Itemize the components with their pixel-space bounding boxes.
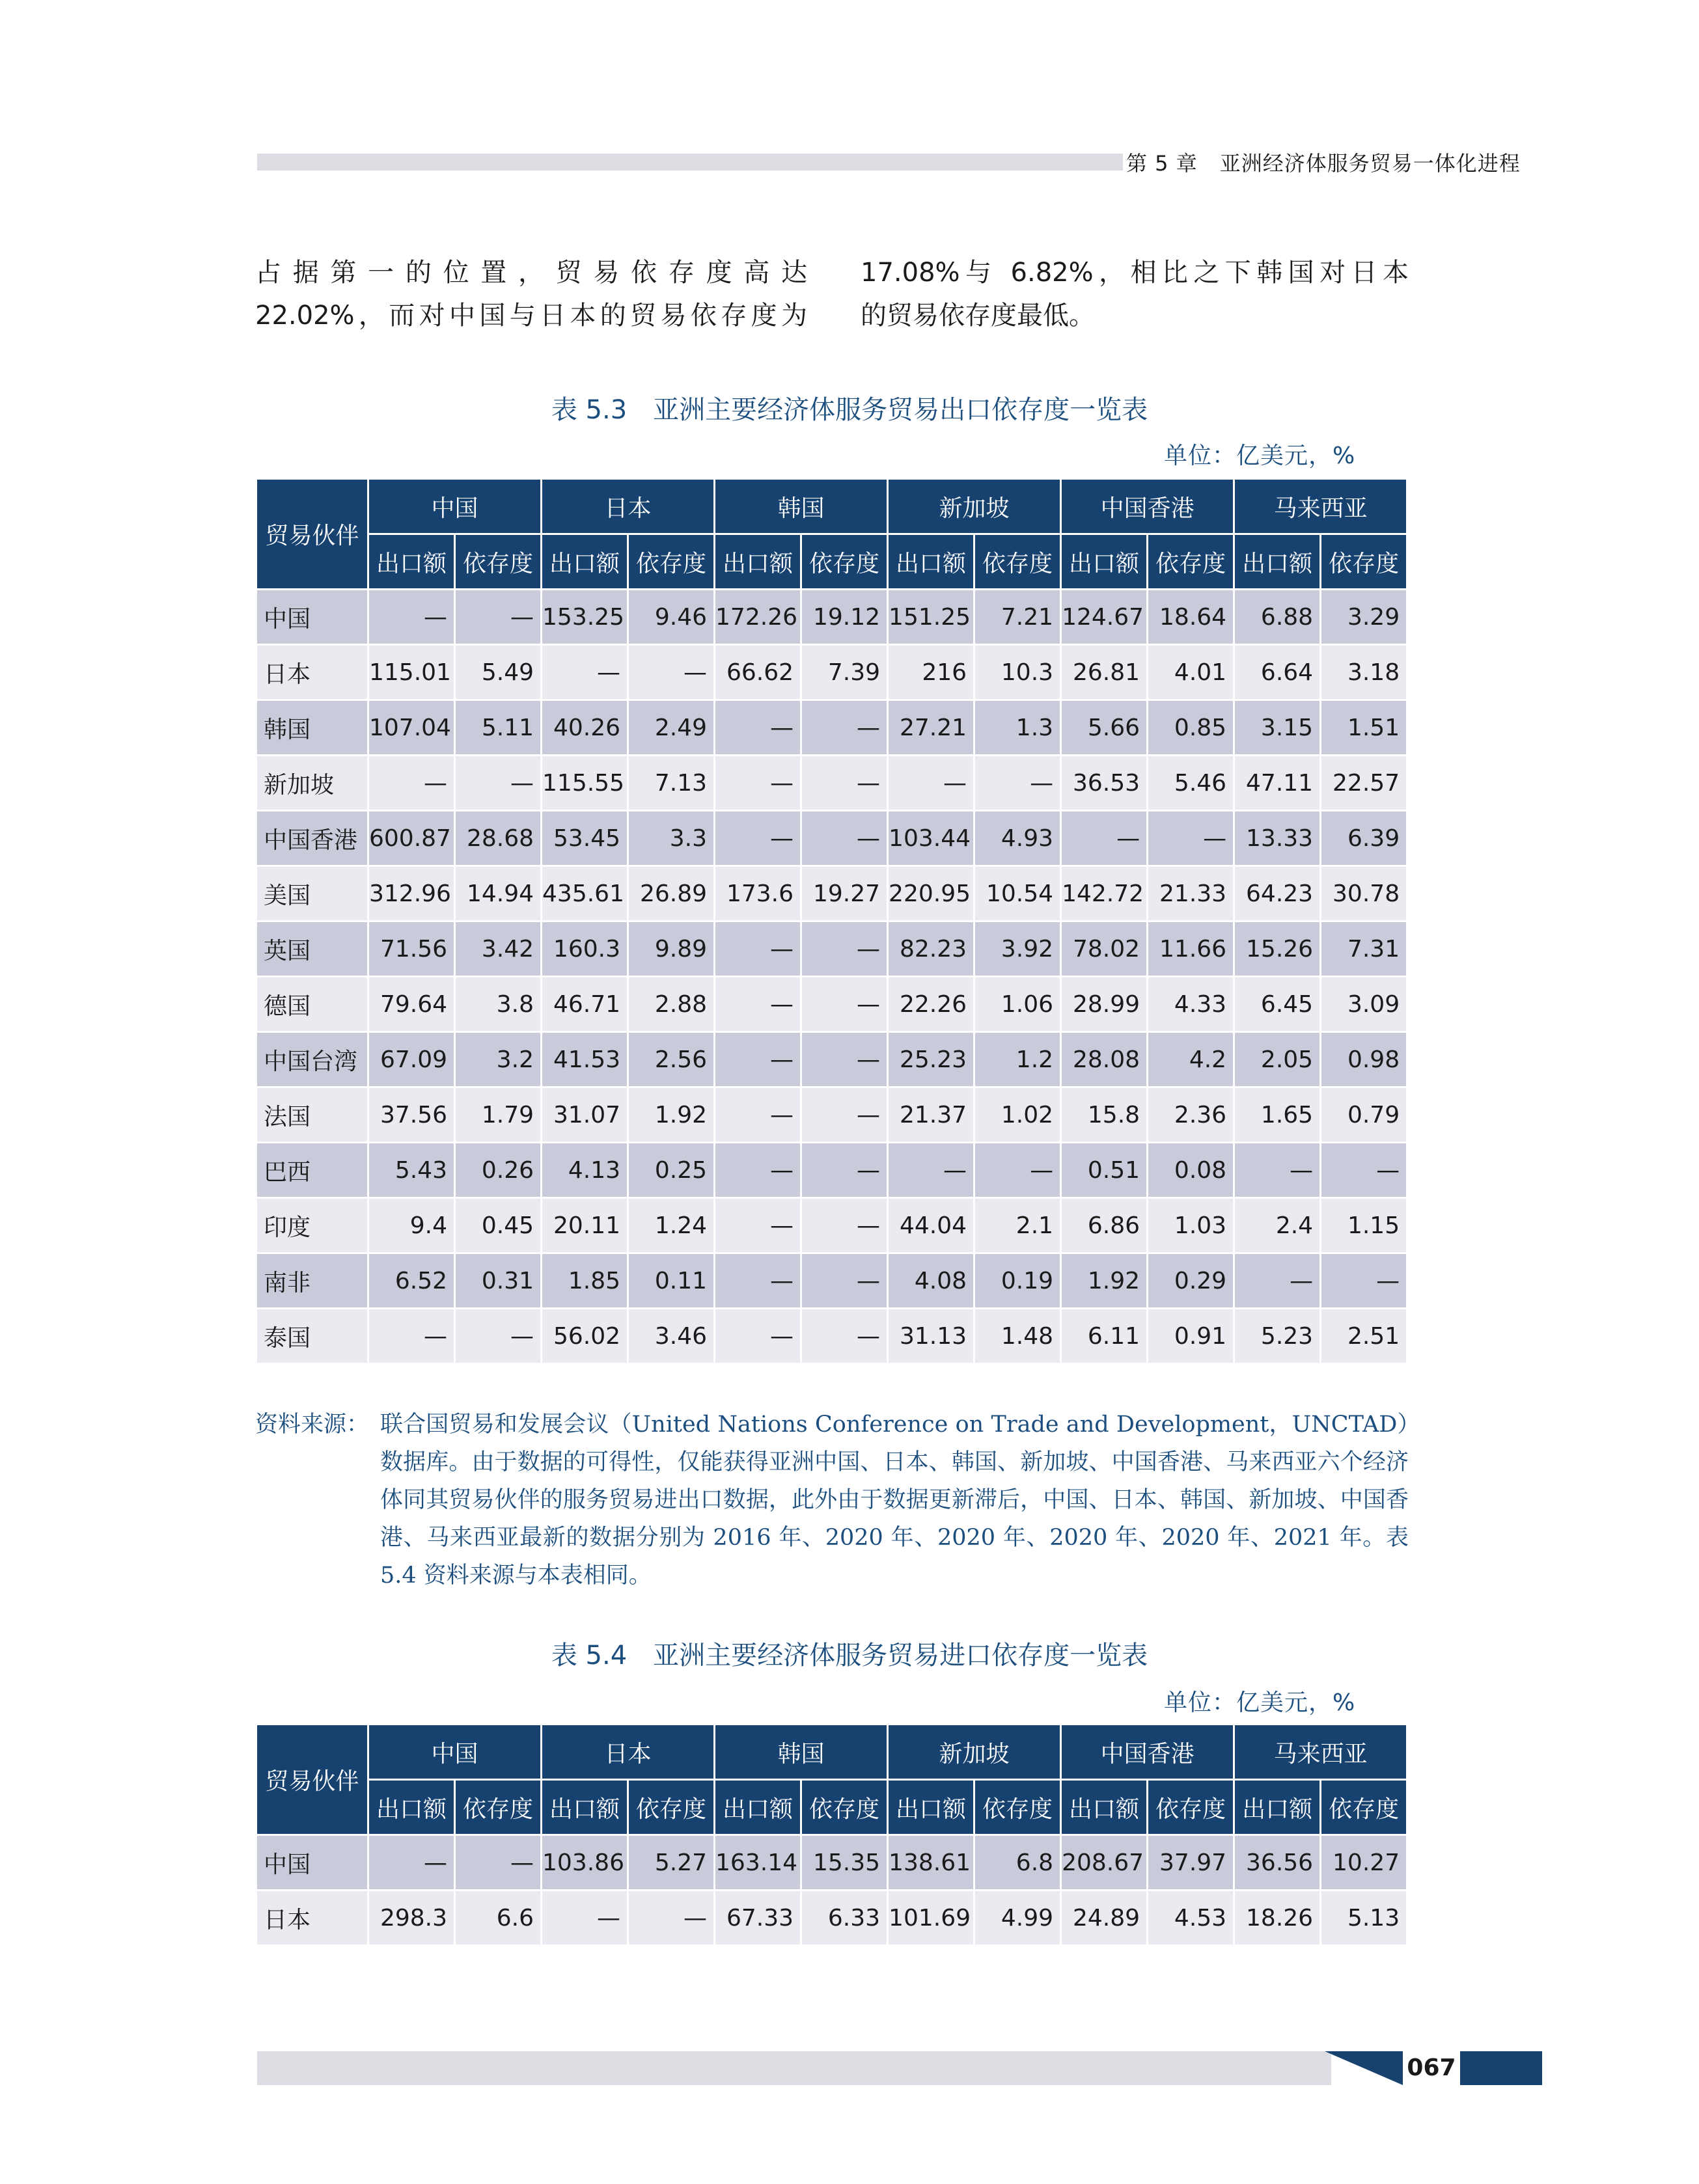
sub-header: 出口额 (888, 1780, 974, 1835)
table-cell: — (801, 1198, 888, 1253)
table-cell: 2.36 (1148, 1087, 1234, 1143)
table-cell: 3.2 (455, 1032, 542, 1087)
table-cell: 1.24 (628, 1198, 715, 1253)
table-cell: 3.8 (455, 977, 542, 1032)
table-cell: 1.03 (1148, 1198, 1234, 1253)
table-cell: 15.26 (1234, 921, 1321, 977)
table-cell: 0.08 (1148, 1143, 1234, 1198)
table-cell: 172.26 (715, 590, 801, 645)
row-partner: 德国 (256, 977, 368, 1032)
table-cell: 103.86 (542, 1835, 628, 1891)
table-cell: — (715, 1143, 801, 1198)
table-cell: 216 (888, 645, 974, 700)
table-cell: — (888, 1143, 974, 1198)
table-cell: 22.26 (888, 977, 974, 1032)
group-header: 日本 (542, 1725, 715, 1780)
table-cell: 26.81 (1061, 645, 1148, 700)
table-cell: 0.45 (455, 1198, 542, 1253)
table-cell: 44.04 (888, 1198, 974, 1253)
table-cell: 31.13 (888, 1309, 974, 1364)
table-cell: 1.92 (628, 1087, 715, 1143)
table1-title: 亚洲主要经济体服务贸易出口依存度一览表 (653, 395, 1148, 425)
sub-header: 出口额 (715, 534, 801, 590)
table-cell: 6.64 (1234, 645, 1321, 700)
table-cell: 4.53 (1148, 1891, 1234, 1946)
table-cell: 5.43 (368, 1143, 455, 1198)
table1-unit: 单位：亿美元，% (1164, 443, 1356, 469)
sub-header: 依存度 (1321, 534, 1407, 590)
table-cell: — (368, 1309, 455, 1364)
table-cell: 82.23 (888, 921, 974, 977)
table-cell: 115.01 (368, 645, 455, 700)
table-cell: 4.01 (1148, 645, 1234, 700)
table-cell: 124.67 (1061, 590, 1148, 645)
table-cell: 31.07 (542, 1087, 628, 1143)
table-row (256, 1835, 1407, 1891)
sub-header: 依存度 (628, 1780, 715, 1835)
sub-header: 出口额 (1234, 1780, 1321, 1835)
table-row (256, 1253, 1407, 1309)
row-partner: 南非 (256, 1253, 368, 1309)
table-cell: 27.21 (888, 700, 974, 756)
table-cell: — (715, 700, 801, 756)
table-cell: 3.18 (1321, 645, 1407, 700)
table-cell: 2.4 (1234, 1198, 1321, 1253)
table-cell: — (368, 590, 455, 645)
table-row (256, 645, 1407, 700)
table-cell: 40.26 (542, 700, 628, 756)
group-header: 韩国 (715, 1725, 888, 1780)
table-cell: 5.66 (1061, 700, 1148, 756)
table-cell: 41.53 (542, 1032, 628, 1087)
table-cell: — (715, 1032, 801, 1087)
sub-header: 出口额 (1061, 534, 1148, 590)
table-cell: 3.15 (1234, 700, 1321, 756)
table-cell: 7.39 (801, 645, 888, 700)
table1-caption (0, 389, 1699, 426)
table-cell: 10.3 (974, 645, 1061, 700)
table-row (256, 1032, 1407, 1087)
table-cell: — (801, 1253, 888, 1309)
table-cell: — (455, 590, 542, 645)
table-cell: — (801, 1087, 888, 1143)
partner-header: 贸易伙伴 (256, 1725, 368, 1835)
sub-header: 出口额 (542, 1780, 628, 1835)
partner-header: 贸易伙伴 (256, 479, 368, 590)
table-cell: 5.13 (1321, 1891, 1407, 1946)
table-cell: — (801, 1309, 888, 1364)
table-cell: 3.3 (628, 811, 715, 866)
source-text: 联合国贸易和发展会议（United Nations Conference on Trade and Development，UNCTAD）数据库。由于数据的可得性，仅能获得亚洲中国、日本、韩国、新加坡、中国香港、马来西亚六个经济体同其贸易伙伴的服务贸易进出口数据，此外由于数据更新滞后，中国、日本、韩国、新加坡、中国香港、马来西亚最新的数据分别为 2016 年、2020 年、2020 年、2020 年、2020 年、2021 年。表 5.4 资料来源与本表相同。 (380, 1412, 1409, 1589)
table-cell: 1.65 (1234, 1087, 1321, 1143)
table-cell: 6.6 (455, 1891, 542, 1946)
table-cell: 2.1 (974, 1198, 1061, 1253)
running-header (1126, 147, 1521, 177)
table-cell: 13.33 (1234, 811, 1321, 866)
table-cell: 71.56 (368, 921, 455, 977)
table-cell: 2.88 (628, 977, 715, 1032)
table-cell: 101.69 (888, 1891, 974, 1946)
table-cell: 4.93 (974, 811, 1061, 866)
footer-accent-right (1460, 2051, 1542, 2085)
table-cell: 18.26 (1234, 1891, 1321, 1946)
table-cell: 3.42 (455, 921, 542, 977)
group-header: 马来西亚 (1234, 1725, 1407, 1780)
table-cell: — (455, 756, 542, 811)
sub-header: 依存度 (1148, 534, 1234, 590)
table-cell: 19.27 (801, 866, 888, 921)
table-cell: 6.8 (974, 1835, 1061, 1891)
table-row (256, 1891, 1407, 1946)
table-cell: — (542, 645, 628, 700)
table-cell: 6.45 (1234, 977, 1321, 1032)
table-cell: 21.37 (888, 1087, 974, 1143)
table-cell: 20.11 (542, 1198, 628, 1253)
group-header: 中国香港 (1061, 1725, 1234, 1780)
table-cell: 1.02 (974, 1087, 1061, 1143)
table-cell: 28.99 (1061, 977, 1148, 1032)
table-cell: 0.79 (1321, 1087, 1407, 1143)
table-cell: 37.97 (1148, 1835, 1234, 1891)
table-cell: 9.46 (628, 590, 715, 645)
table-cell: 5.11 (455, 700, 542, 756)
table-cell: 4.99 (974, 1891, 1061, 1946)
table-cell: 3.92 (974, 921, 1061, 977)
sub-header: 依存度 (1148, 1780, 1234, 1835)
table-cell: — (801, 756, 888, 811)
table-cell: 208.67 (1061, 1835, 1148, 1891)
table-cell: 4.08 (888, 1253, 974, 1309)
table-cell: 1.85 (542, 1253, 628, 1309)
table-cell: 7.21 (974, 590, 1061, 645)
table-cell: — (1148, 811, 1234, 866)
header-bar (257, 154, 1123, 171)
table2-caption (0, 1635, 1699, 1672)
table-cell: 7.13 (628, 756, 715, 811)
table-cell: 6.39 (1321, 811, 1407, 866)
table-cell: 14.94 (455, 866, 542, 921)
table-cell: — (715, 1198, 801, 1253)
table-cell: 37.56 (368, 1087, 455, 1143)
table-cell: 15.8 (1061, 1087, 1148, 1143)
table-cell: 1.48 (974, 1309, 1061, 1364)
sub-header: 出口额 (1061, 1780, 1148, 1835)
table-cell: 0.29 (1148, 1253, 1234, 1309)
sub-header-row (256, 1780, 1407, 1835)
table-cell: 4.2 (1148, 1032, 1234, 1087)
table-cell: — (542, 1891, 628, 1946)
row-partner: 韩国 (256, 700, 368, 756)
table-cell: — (715, 977, 801, 1032)
table-cell: 10.27 (1321, 1835, 1407, 1891)
table-cell: 0.31 (455, 1253, 542, 1309)
table-cell: 30.78 (1321, 866, 1407, 921)
table-cell: 21.33 (1148, 866, 1234, 921)
table1 (255, 478, 1408, 1365)
table-cell: 5.27 (628, 1835, 715, 1891)
table-cell: 15.35 (801, 1835, 888, 1891)
footer-accent (1325, 2051, 1403, 2085)
sub-header: 依存度 (801, 534, 888, 590)
table-cell: 220.95 (888, 866, 974, 921)
table-cell: 0.85 (1148, 700, 1234, 756)
row-partner: 日本 (256, 645, 368, 700)
sub-header: 依存度 (455, 1780, 542, 1835)
table-cell: 47.11 (1234, 756, 1321, 811)
table-cell: 103.44 (888, 811, 974, 866)
group-header: 马来西亚 (1234, 479, 1407, 534)
table-cell: — (715, 1253, 801, 1309)
table-cell: 138.61 (888, 1835, 974, 1891)
table-cell: 7.31 (1321, 921, 1407, 977)
sub-header: 依存度 (801, 1780, 888, 1835)
group-header: 中国 (368, 479, 542, 534)
sub-header: 出口额 (715, 1780, 801, 1835)
footer-bar (257, 2051, 1331, 2085)
table-cell: 115.55 (542, 756, 628, 811)
table-cell: 6.88 (1234, 590, 1321, 645)
table-cell: — (801, 700, 888, 756)
table-cell: 1.15 (1321, 1198, 1407, 1253)
sub-header: 出口额 (368, 1780, 455, 1835)
sub-header: 出口额 (888, 534, 974, 590)
table-row (256, 1198, 1407, 1253)
table-cell: — (801, 811, 888, 866)
table-cell: 79.64 (368, 977, 455, 1032)
table-cell: — (888, 756, 974, 811)
table-cell: 24.89 (1061, 1891, 1148, 1946)
table-cell: 46.71 (542, 977, 628, 1032)
table-cell: 3.46 (628, 1309, 715, 1364)
table-cell: 107.04 (368, 700, 455, 756)
table-cell: 64.23 (1234, 866, 1321, 921)
table-cell: 2.51 (1321, 1309, 1407, 1364)
table2 (255, 1723, 1408, 1946)
table-cell: — (1234, 1253, 1321, 1309)
table-cell: 1.51 (1321, 700, 1407, 756)
table-cell: 298.3 (368, 1891, 455, 1946)
table-cell: 9.89 (628, 921, 715, 977)
table-cell: 28.68 (455, 811, 542, 866)
table-cell: — (974, 1143, 1061, 1198)
table-cell: — (801, 921, 888, 977)
table-cell: 0.26 (455, 1143, 542, 1198)
page-number: 067 (1403, 2051, 1460, 2085)
sub-header: 出口额 (542, 534, 628, 590)
sub-header: 出口额 (1234, 534, 1321, 590)
table-cell: 5.49 (455, 645, 542, 700)
table-cell: 4.13 (542, 1143, 628, 1198)
table-cell: 0.51 (1061, 1143, 1148, 1198)
row-partner: 新加坡 (256, 756, 368, 811)
sub-header: 依存度 (974, 534, 1061, 590)
row-partner: 巴西 (256, 1143, 368, 1198)
intro-right-column (861, 251, 1409, 337)
table-cell: 36.53 (1061, 756, 1148, 811)
table-cell: — (455, 1309, 542, 1364)
table-cell: 151.25 (888, 590, 974, 645)
table-row (256, 866, 1407, 921)
table2-unit: 单位：亿美元，% (1164, 1689, 1356, 1716)
table-cell: 4.33 (1148, 977, 1234, 1032)
source-note (255, 1406, 1409, 1594)
table-cell: — (628, 1891, 715, 1946)
table-cell: 5.23 (1234, 1309, 1321, 1364)
table-cell: 9.4 (368, 1198, 455, 1253)
table-cell: 26.89 (628, 866, 715, 921)
table-row (256, 756, 1407, 811)
table-row (256, 977, 1407, 1032)
table-cell: 0.19 (974, 1253, 1061, 1309)
table2-title: 亚洲主要经济体服务贸易进口依存度一览表 (653, 1641, 1148, 1671)
table1-body (256, 590, 1407, 1364)
table-cell: 22.57 (1321, 756, 1407, 811)
group-header: 韩国 (715, 479, 888, 534)
table-cell: — (801, 977, 888, 1032)
table-cell: 36.56 (1234, 1835, 1321, 1891)
table2-body (256, 1835, 1407, 1946)
table-cell: 160.3 (542, 921, 628, 977)
row-partner: 中国 (256, 590, 368, 645)
sub-header: 依存度 (628, 534, 715, 590)
group-header: 中国香港 (1061, 479, 1234, 534)
table-cell: 142.72 (1061, 866, 1148, 921)
table-cell: 153.25 (542, 590, 628, 645)
table-cell: 78.02 (1061, 921, 1148, 977)
sub-header-row (256, 534, 1407, 590)
table-cell: — (715, 756, 801, 811)
group-header: 新加坡 (888, 479, 1061, 534)
row-partner: 法国 (256, 1087, 368, 1143)
sub-header: 出口额 (368, 534, 455, 590)
table-cell: 0.11 (628, 1253, 715, 1309)
row-partner: 中国香港 (256, 811, 368, 866)
table-cell: — (368, 1835, 455, 1891)
row-partner: 中国 (256, 1835, 368, 1891)
table-cell: — (1321, 1253, 1407, 1309)
table-cell: — (715, 1087, 801, 1143)
table-cell: 18.64 (1148, 590, 1234, 645)
table-cell: 0.98 (1321, 1032, 1407, 1087)
group-header: 日本 (542, 479, 715, 534)
table-cell: 67.33 (715, 1891, 801, 1946)
table-cell: 11.66 (1148, 921, 1234, 977)
table-cell: — (1234, 1143, 1321, 1198)
table-cell: — (715, 921, 801, 977)
table-cell: 6.33 (801, 1891, 888, 1946)
row-partner: 泰国 (256, 1309, 368, 1364)
table-cell: 2.56 (628, 1032, 715, 1087)
group-header: 新加坡 (888, 1725, 1061, 1780)
table1-number: 表 5.3 (551, 395, 628, 425)
table-cell: 28.08 (1061, 1032, 1148, 1087)
sub-header: 依存度 (974, 1780, 1061, 1835)
table-cell: — (715, 811, 801, 866)
chapter-number: 第 5 章 (1126, 151, 1198, 176)
table-cell: 1.3 (974, 700, 1061, 756)
table-cell: 0.91 (1148, 1309, 1234, 1364)
sub-header: 依存度 (455, 534, 542, 590)
table-row (256, 700, 1407, 756)
table-cell: 67.09 (368, 1032, 455, 1087)
table-cell: 1.79 (455, 1087, 542, 1143)
table-cell: 53.45 (542, 811, 628, 866)
table-cell: 1.06 (974, 977, 1061, 1032)
table-cell: 3.29 (1321, 590, 1407, 645)
intro-line: 17.08%与 6.82%，相比之下韩国对日本 (861, 258, 1409, 288)
table-cell: 5.46 (1148, 756, 1234, 811)
table-cell: 0.25 (628, 1143, 715, 1198)
row-partner: 日本 (256, 1891, 368, 1946)
chapter-title: 亚洲经济体服务贸易一体化进程 (1219, 151, 1521, 176)
table-cell: 435.61 (542, 866, 628, 921)
table-cell: — (1321, 1143, 1407, 1198)
table2-number: 表 5.4 (551, 1641, 628, 1671)
table-cell: 6.86 (1061, 1198, 1148, 1253)
table-cell: 10.54 (974, 866, 1061, 921)
table-cell: — (368, 756, 455, 811)
table-cell: 173.6 (715, 866, 801, 921)
table-cell: 19.12 (801, 590, 888, 645)
table-row (256, 1087, 1407, 1143)
intro-left-column (255, 251, 807, 337)
table-cell: — (801, 1143, 888, 1198)
table-cell: 1.2 (974, 1032, 1061, 1087)
group-header: 中国 (368, 1725, 542, 1780)
table-cell: 56.02 (542, 1309, 628, 1364)
table-cell: 1.92 (1061, 1253, 1148, 1309)
row-partner: 中国台湾 (256, 1032, 368, 1087)
table-cell: 6.52 (368, 1253, 455, 1309)
table-cell: 2.49 (628, 700, 715, 756)
row-partner: 美国 (256, 866, 368, 921)
table-cell: 2.05 (1234, 1032, 1321, 1087)
table-row (256, 1309, 1407, 1364)
intro-line: 22.02%，而对中国与日本的贸易依存度为 (255, 301, 807, 331)
table-cell: — (1061, 811, 1148, 866)
table-cell: 163.14 (715, 1835, 801, 1891)
intro-line: 的贸易依存度最低。 (861, 301, 1095, 331)
table-cell: 3.09 (1321, 977, 1407, 1032)
table-cell: 6.11 (1061, 1309, 1148, 1364)
table-cell: 312.96 (368, 866, 455, 921)
table-cell: 25.23 (888, 1032, 974, 1087)
table-cell: 66.62 (715, 645, 801, 700)
table-cell: — (455, 1835, 542, 1891)
source-label: 资料来源： (255, 1412, 370, 1438)
table-row (256, 921, 1407, 977)
row-partner: 英国 (256, 921, 368, 977)
table-cell: 600.87 (368, 811, 455, 866)
table-row (256, 590, 1407, 645)
table-cell: — (715, 1309, 801, 1364)
sub-header: 依存度 (1321, 1780, 1407, 1835)
table-cell: — (974, 756, 1061, 811)
table-row (256, 811, 1407, 866)
row-partner: 印度 (256, 1198, 368, 1253)
table-cell: — (628, 645, 715, 700)
table-row (256, 1143, 1407, 1198)
table-cell: — (801, 1032, 888, 1087)
intro-line: 占据第一的位置，贸易依存度高达 (255, 258, 807, 288)
